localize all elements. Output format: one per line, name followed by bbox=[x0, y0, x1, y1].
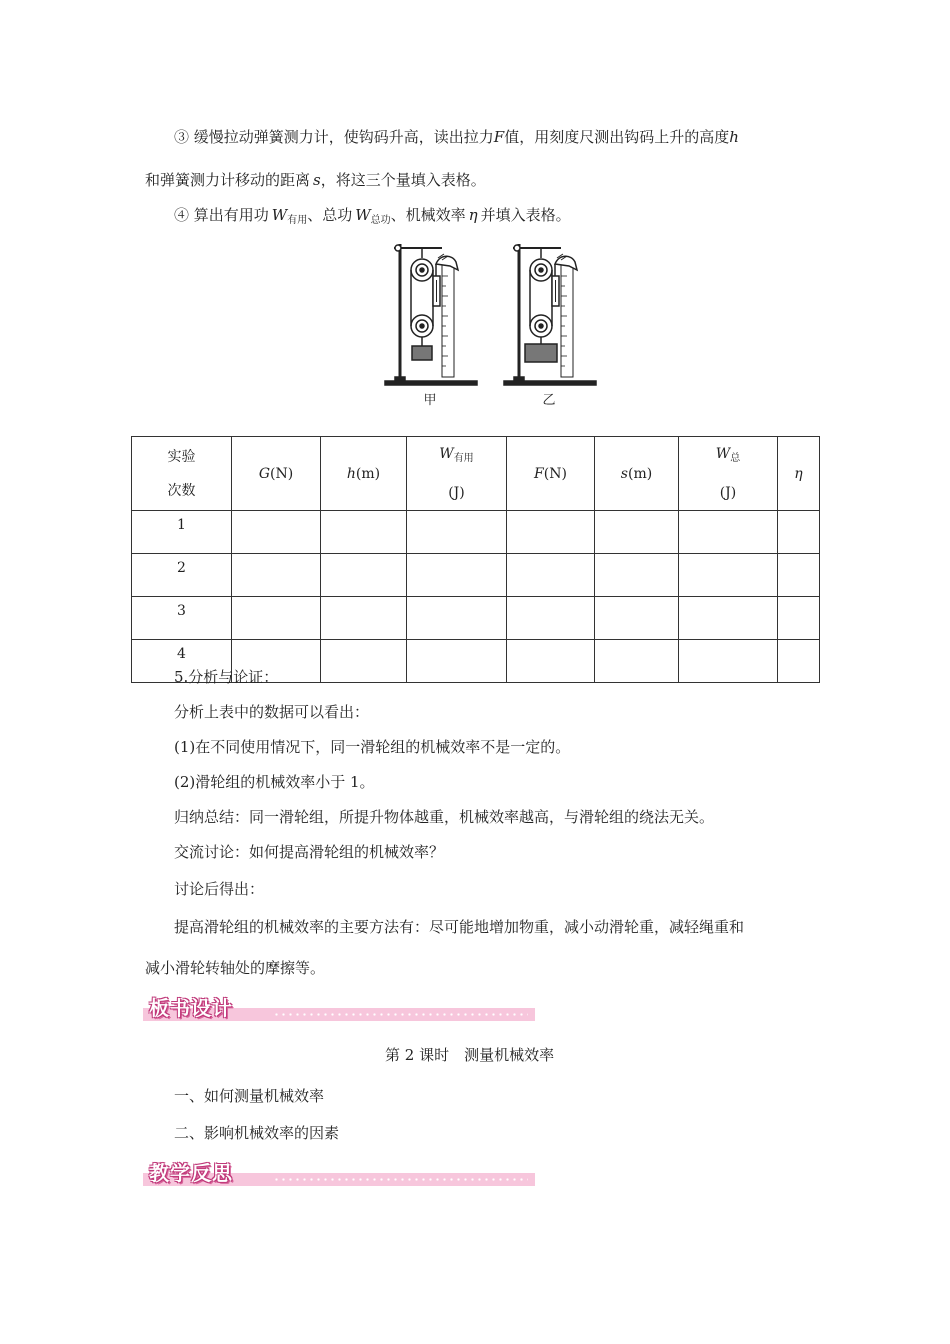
table-row bbox=[132, 511, 820, 554]
table-cell bbox=[407, 597, 507, 640]
row-number: 1 bbox=[132, 511, 232, 554]
table-cell bbox=[232, 554, 321, 597]
section-banner-board-design bbox=[143, 990, 535, 1024]
symbol-W-useful-header: W bbox=[439, 446, 454, 462]
table-cell bbox=[407, 511, 507, 554]
banner-dots bbox=[273, 1013, 528, 1016]
header-W-useful bbox=[407, 437, 507, 511]
banner-label: 板书设计 bbox=[149, 996, 233, 1020]
experiment-data-table bbox=[131, 436, 820, 683]
figure-label-left: 甲 bbox=[423, 393, 437, 408]
apparatus-right bbox=[504, 244, 596, 385]
step4-text-d: 并填入表格。 bbox=[480, 206, 571, 224]
subscript-total: 总功 bbox=[370, 215, 391, 226]
unit-N-F: (N) bbox=[543, 465, 567, 482]
analysis-point-2: (2)滑轮组的机械效率小于 1。 bbox=[174, 773, 375, 791]
symbol-W-total: W bbox=[355, 206, 371, 224]
banner-label: 教学反思 bbox=[149, 1161, 233, 1185]
table-cell bbox=[507, 511, 595, 554]
symbol-F: F bbox=[493, 128, 505, 146]
symbol-F-header: F bbox=[534, 465, 544, 482]
table-cell bbox=[507, 597, 595, 640]
analysis-point-1: (1)在不同使用情况下，同一滑轮组的机械效率不是一定的。 bbox=[174, 738, 571, 756]
table-cell bbox=[321, 597, 407, 640]
symbol-h-header: h bbox=[346, 465, 356, 482]
table-cell bbox=[679, 511, 778, 554]
analysis-title: 5.分析与论证： bbox=[174, 668, 279, 686]
board-title: 第 2 课时 测量机械效率 bbox=[385, 1046, 555, 1064]
table-cell bbox=[407, 554, 507, 597]
table-cell bbox=[595, 597, 679, 640]
analysis-methods-line1: 提高滑轮组的机械效率的主要方法有：尽可能地增加物重，减小动滑轮重，减轻绳重和 bbox=[174, 918, 745, 936]
table-cell bbox=[778, 511, 820, 554]
table-row bbox=[132, 554, 820, 597]
section-banner-teaching-reflection bbox=[143, 1155, 535, 1189]
step3-line2 bbox=[145, 170, 486, 190]
symbol-s: s bbox=[313, 171, 321, 189]
symbol-s-header: s bbox=[620, 465, 628, 482]
table-cell bbox=[595, 511, 679, 554]
unit-J: (J) bbox=[448, 485, 465, 501]
table-cell bbox=[679, 597, 778, 640]
table-cell bbox=[321, 640, 407, 683]
pulley-apparatus-figure bbox=[380, 236, 610, 411]
table-cell bbox=[321, 554, 407, 597]
unit-J-total: (J) bbox=[719, 485, 737, 501]
subscript-useful-header: 有用 bbox=[453, 453, 474, 464]
board-item-2: 二、影响机械效率的因素 bbox=[174, 1124, 340, 1142]
header-trial-count bbox=[132, 437, 232, 511]
symbol-eta: η bbox=[468, 206, 478, 224]
header-G bbox=[232, 437, 321, 511]
banner-dots bbox=[273, 1178, 528, 1181]
header-trial-line2: 次数 bbox=[167, 482, 196, 499]
header-h bbox=[321, 437, 407, 511]
subscript-total-header: 总 bbox=[730, 453, 741, 464]
step4-text-c: 、机械效率 bbox=[390, 206, 466, 224]
step3-text-c: 和弹簧测力计移动的距离 bbox=[145, 171, 311, 189]
symbol-h: h bbox=[729, 128, 739, 146]
subscript-useful: 有用 bbox=[287, 215, 308, 226]
symbol-W-total-header: W bbox=[715, 446, 731, 462]
step4-text-b: 、总功 bbox=[307, 206, 353, 224]
symbol-W-useful: W bbox=[271, 206, 288, 224]
step4-line bbox=[174, 205, 571, 231]
table-cell bbox=[232, 511, 321, 554]
table-cell bbox=[407, 640, 507, 683]
analysis-summary: 归纳总结：同一滑轮组，所提升物体越重，机械效率越高，与滑轮组的绕法无关。 bbox=[174, 808, 715, 826]
row-number: 2 bbox=[132, 554, 232, 597]
symbol-G: G bbox=[258, 465, 270, 482]
table-cell bbox=[778, 640, 820, 683]
table-cell bbox=[679, 640, 778, 683]
row-number: 4 bbox=[132, 640, 232, 683]
table-header-row bbox=[132, 437, 820, 511]
table-cell bbox=[679, 554, 778, 597]
row-number: 3 bbox=[132, 597, 232, 640]
table-cell bbox=[232, 597, 321, 640]
table-cell bbox=[595, 640, 679, 683]
step3-line1 bbox=[174, 127, 739, 147]
table-cell bbox=[507, 640, 595, 683]
analysis-after: 讨论后得出： bbox=[174, 880, 265, 898]
unit-m: (m) bbox=[355, 465, 381, 482]
table-cell bbox=[778, 554, 820, 597]
header-eta bbox=[778, 437, 820, 511]
table-cell bbox=[507, 554, 595, 597]
apparatus-left bbox=[385, 244, 477, 385]
header-W-total bbox=[679, 437, 778, 511]
step3-text-a: ③ 缓慢拉动弹簧测力计，使钩码升高，读出拉力 bbox=[174, 128, 494, 146]
analysis-intro: 分析上表中的数据可以看出： bbox=[174, 703, 370, 721]
table-cell bbox=[321, 511, 407, 554]
step3-text-b: 值，用刻度尺测出钩码上升的高度 bbox=[504, 128, 730, 146]
table-cell bbox=[778, 597, 820, 640]
unit-m-s: (m) bbox=[627, 465, 653, 482]
step4-text-a: ④ 算出有用功 bbox=[174, 206, 269, 224]
unit-N: (N) bbox=[270, 465, 294, 482]
header-trial-line1: 实验 bbox=[167, 448, 196, 465]
analysis-discussion: 交流讨论：如何提高滑轮组的机械效率？ bbox=[174, 843, 445, 861]
analysis-methods-line2: 减小滑轮转轴处的摩擦等。 bbox=[145, 959, 326, 977]
figure-label-right: 乙 bbox=[542, 393, 556, 408]
header-F bbox=[507, 437, 595, 511]
table-row bbox=[132, 597, 820, 640]
pulley-diagram-svg bbox=[380, 236, 610, 411]
step3-text-d: ，将这三个量填入表格。 bbox=[320, 171, 486, 189]
table-cell bbox=[595, 554, 679, 597]
header-s bbox=[595, 437, 679, 511]
symbol-eta-header: η bbox=[794, 465, 803, 482]
board-item-1: 一、如何测量机械效率 bbox=[174, 1087, 325, 1105]
